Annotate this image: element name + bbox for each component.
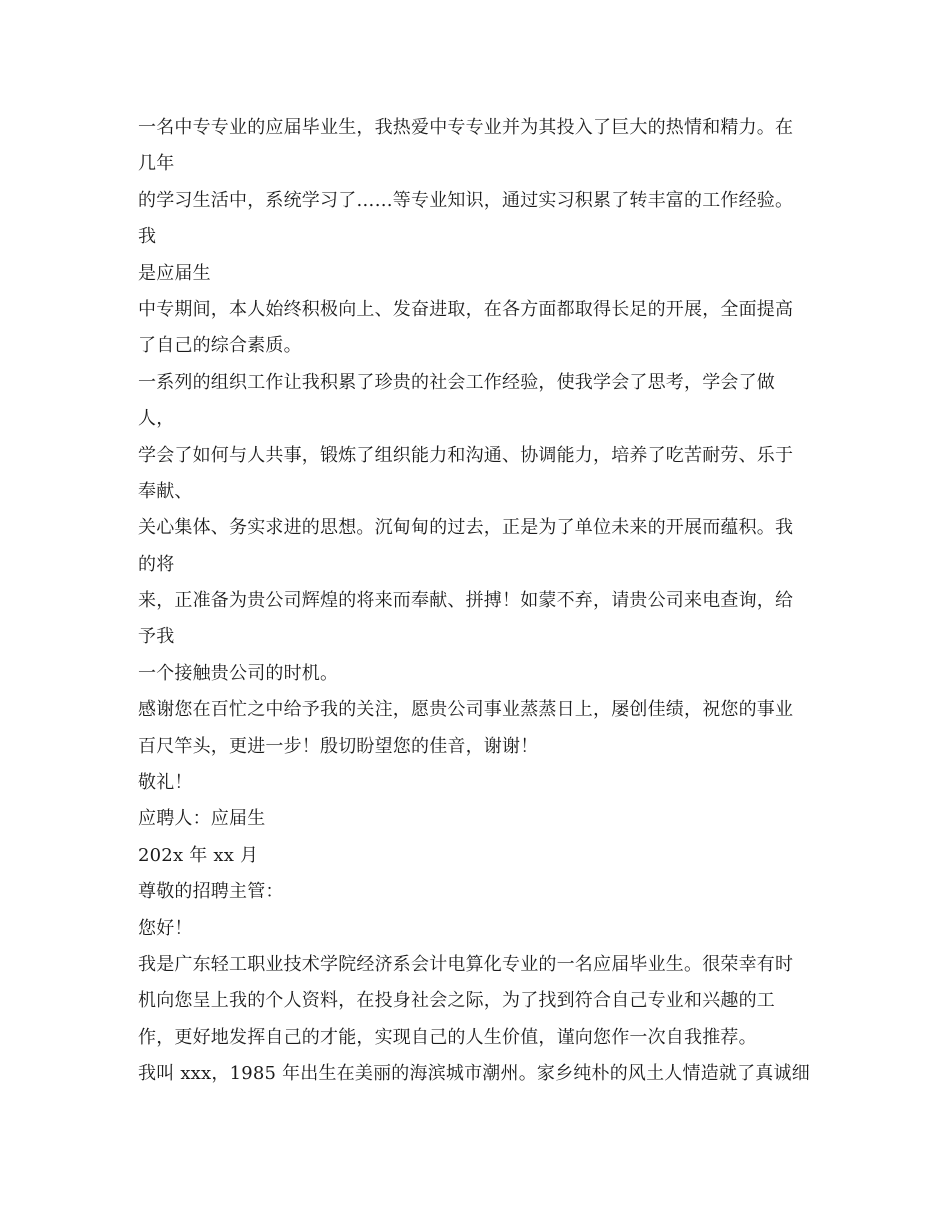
text-line: 予我 [138, 626, 175, 648]
text-line: 一个接触贵公司的时机。 [138, 662, 339, 684]
text-line: 学会了如何与人共事，锻炼了组织能力和沟通、协调能力，培养了吃苦耐劳、乐于 [138, 444, 794, 466]
text-line: 作，更好地发挥自己的才能，实现自己的人生价值，谨向您作一次自我推荐。 [138, 1026, 757, 1048]
text-line: 我叫 xxx，1985 年出生在美丽的海滨城市潮州。家乡纯朴的风土人情造就了真诚细 [138, 1063, 810, 1085]
letter-body [138, 110, 828, 1093]
applicant-signature: 应聘人：应届生 [138, 808, 266, 830]
closing-salutation: 敬礼！ [138, 772, 193, 794]
text-line: 一系列的组织工作让我积累了珍贵的社会工作经验，使我学会了思考，学会了做 [138, 371, 775, 393]
text-line: 机向您呈上我的个人资料，在投身社会之际，为了找到符合自己专业和兴趣的工 [138, 990, 775, 1012]
text-line: 是应届生 [138, 262, 211, 284]
text-line: 的将 [138, 553, 175, 575]
text-line: 一名中专专业的应届毕业生，我热爱中专专业并为其投入了巨大的热情和精力。在 [138, 117, 794, 138]
greeting: 您好！ [138, 917, 193, 939]
text-line: 几年 [138, 153, 175, 175]
text-line: 的学习生活中，系统学习了……等专业知识，通过实习积累了转丰富的工作经验。 [138, 189, 794, 211]
text-line: 奉献、 [138, 480, 193, 502]
text-line: 我 [138, 226, 157, 248]
text-line: 感谢您在百忙之中给予我的关注，愿贵公司事业蒸蒸日上，屡创佳绩，祝您的事业 [138, 699, 794, 721]
text-line: 百尺竿头，更进一步！殷切盼望您的佳音，谢谢！ [138, 735, 539, 757]
text-line: 关心集体、务实求进的思想。沉甸甸的过去，正是为了单位未来的开展而蕴积。我 [138, 517, 794, 539]
letter-date: 202x 年 xx 月 [138, 844, 259, 866]
text-line: 中专期间，本人始终积极向上、发奋进取，在各方面都取得长足的开展，全面提高 [138, 298, 794, 320]
text-line: 来，正准备为贵公司辉煌的将来而奉献、拼搏！如蒙不弃，请贵公司来电查询，给 [138, 590, 794, 612]
text-line: 我是广东轻工职业技术学院经济系会计电算化专业的一名应届毕业生。很荣幸有时 [138, 953, 794, 975]
text-line: 了自己的综合素质。 [138, 335, 302, 357]
text-line: 人， [138, 408, 175, 430]
greeting-recipient: 尊敬的招聘主管： [138, 881, 284, 903]
